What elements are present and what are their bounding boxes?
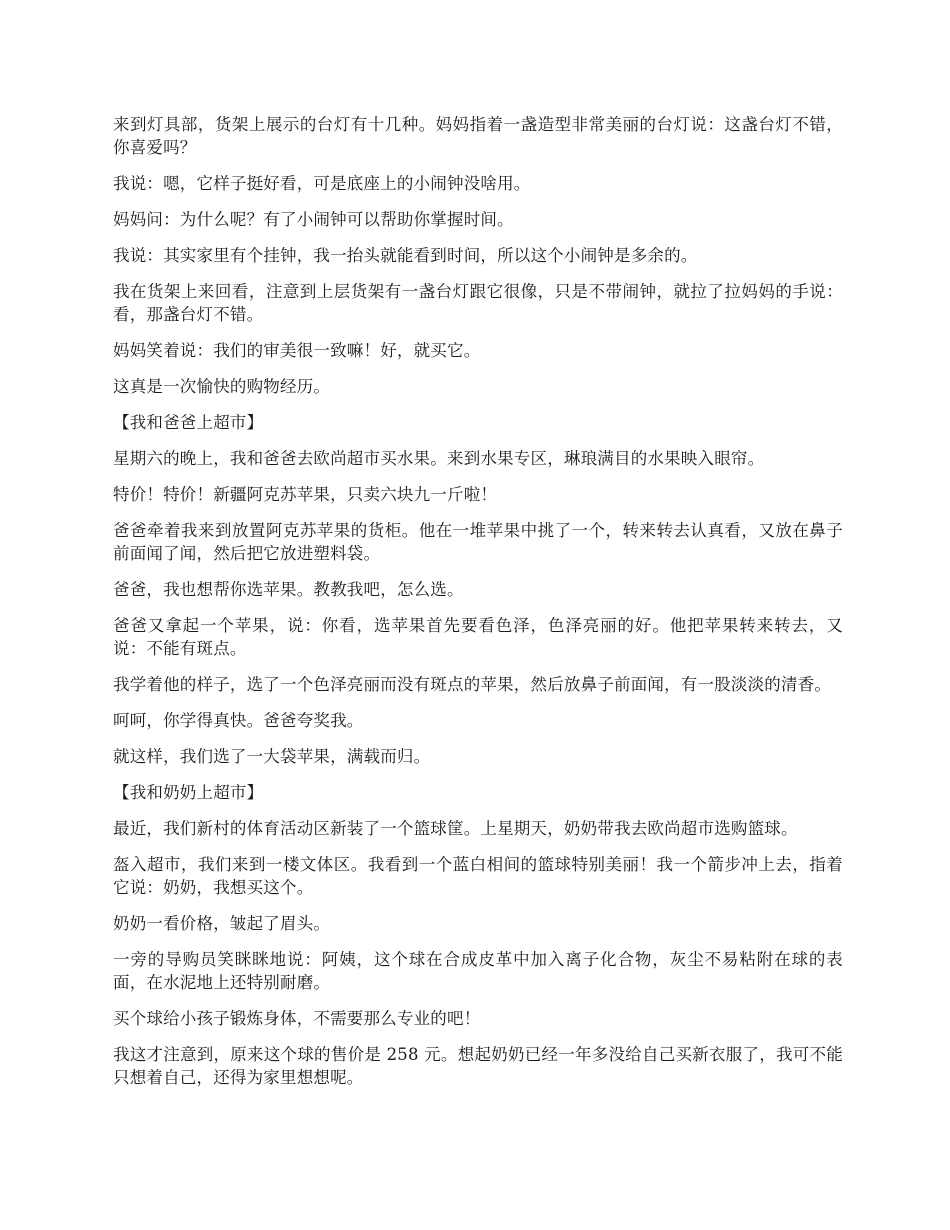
paragraph: 妈妈问：为什么呢？有了小闹钟可以帮助你掌握时间。 bbox=[113, 210, 514, 229]
paragraph: 星期六的晚上，我和爸爸去欧尚超市买水果。来到水果专区，琳琅满目的水果映入眼帘。 bbox=[113, 449, 765, 468]
paragraph: 这真是一次愉快的购物经历。 bbox=[113, 377, 331, 396]
document-page bbox=[113, 113, 843, 1102]
paragraph: 我这才注意到，原来这个球的售价是 258 元。想起奶奶已经一年多没给自己买新衣服了，我可不能只想着自己，还得为家里想想呢。 bbox=[113, 1045, 843, 1087]
paragraph: 特价！特价！新疆阿克苏苹果，只卖六块九一斤啦！ bbox=[113, 485, 498, 504]
paragraph: 一旁的导购员笑眯眯地说：阿姨，这个球在合成皮革中加入离子化合物，灰尘不易粘附在球的表面，在水泥地上还特别耐磨。 bbox=[113, 950, 843, 992]
paragraph: 最近，我们新村的体育活动区新装了一个篮球筐。上星期天，奶奶带我去欧尚超市选购篮球。 bbox=[113, 819, 798, 838]
paragraph: 爸爸又拿起一个苹果，说：你看，选苹果首先要看色泽，色泽亮丽的好。他把苹果转来转去，又说：不能有斑点。 bbox=[113, 616, 843, 658]
paragraph: 我在货架上来回看，注意到上层货架有一盏台灯跟它很像，只是不带闹钟，就拉了拉妈妈的手说：看，那盏台灯不错。 bbox=[113, 282, 843, 324]
paragraph: 妈妈笑着说：我们的审美很一致嘛！好，就买它。 bbox=[113, 341, 481, 360]
section-heading: 【我和爸爸上超市】 bbox=[113, 413, 264, 432]
paragraph: 我学着他的样子，选了一个色泽亮丽而没有斑点的苹果，然后放鼻子前面闻，有一股淡淡的清香。 bbox=[113, 675, 832, 694]
paragraph: 我说：其实家里有个挂钟，我一抬头就能看到时间，所以这个小闹钟是多余的。 bbox=[113, 246, 698, 265]
paragraph: 就这样，我们选了一大袋苹果，满载而归。 bbox=[113, 747, 431, 766]
paragraph: 爸爸，我也想帮你选苹果。教教我吧，怎么选。 bbox=[113, 580, 464, 599]
paragraph: 奶奶一看价格，皱起了眉头。 bbox=[113, 914, 331, 933]
paragraph: 盔入超市，我们来到一楼文体区。我看到一个蓝白相间的篮球特别美丽！我一个箭步冲上去，指着它说：奶奶，我想买这个。 bbox=[113, 855, 843, 897]
paragraph: 呵呵，你学得真快。爸爸夸奖我。 bbox=[113, 711, 364, 730]
paragraph: 爸爸牵着我来到放置阿克苏苹果的货柜。他在一堆苹果中挑了一个，转来转去认真看，又放在鼻子前面闻了闻，然后把它放进塑料袋。 bbox=[113, 521, 843, 563]
paragraph: 我说：嗯，它样子挺好看，可是底座上的小闹钟没啥用。 bbox=[113, 174, 531, 193]
paragraph: 来到灯具部，货架上展示的台灯有十几种。妈妈指着一盏造型非常美丽的台灯说：这盏台灯不错，你喜爱吗？ bbox=[113, 115, 843, 157]
section-heading: 【我和奶奶上超市】 bbox=[113, 783, 264, 802]
paragraph: 买个球给小孩子锻炼身体，不需要那么专业的吧！ bbox=[113, 1009, 481, 1028]
